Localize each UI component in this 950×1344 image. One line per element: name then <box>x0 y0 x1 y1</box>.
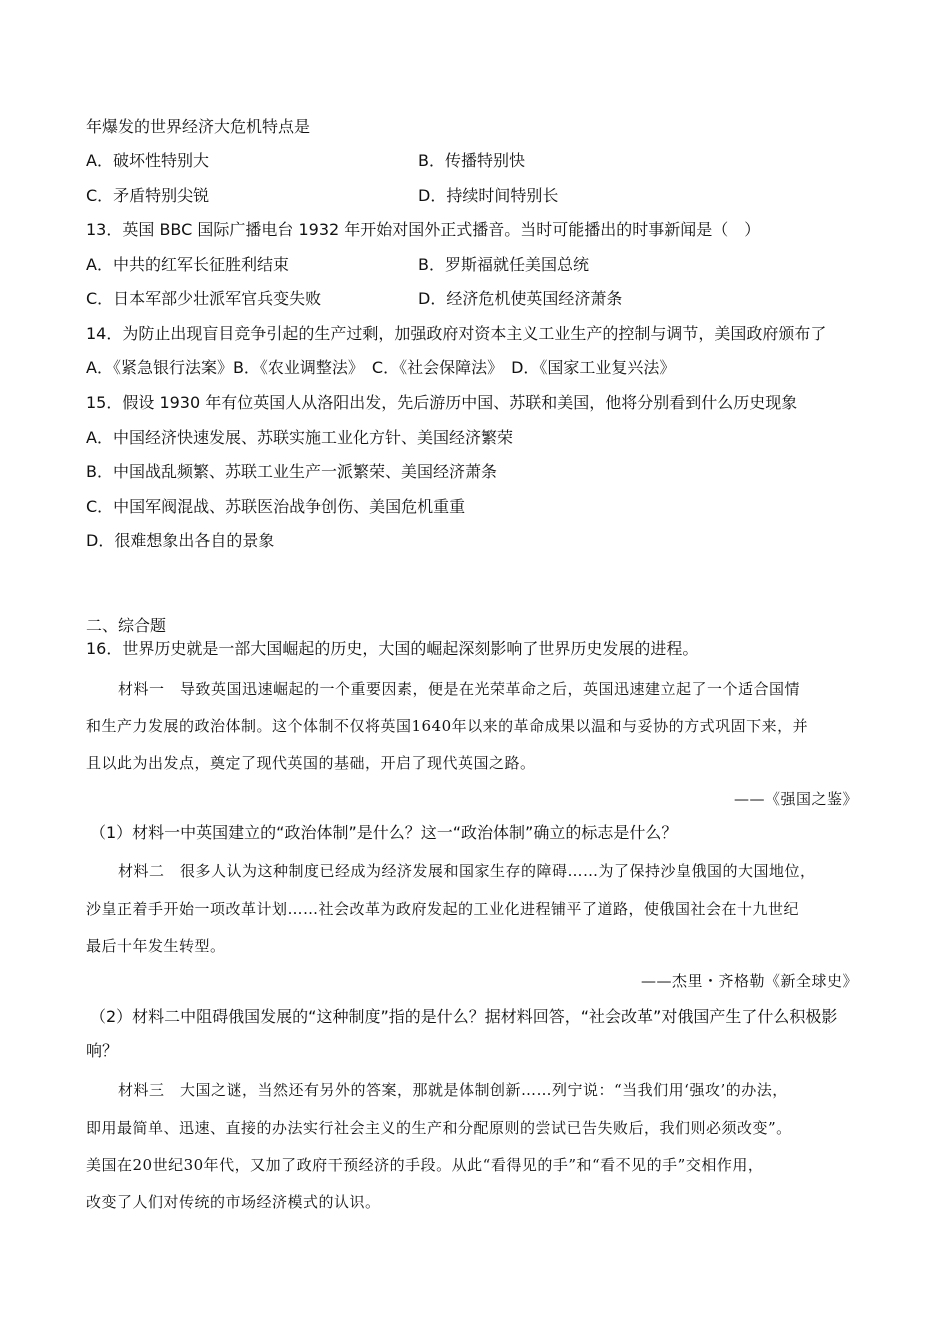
q12-option-c: C．矛盾特别尖锐 <box>86 186 210 205</box>
q13-option-b: B．罗斯福就任美国总统 <box>418 255 589 274</box>
material2-line2: 沙皇正着手开始一项改革计划……社会改革为政府发起的工业化进程铺平了道路，使俄国社会在十九世纪 <box>86 900 800 918</box>
q15-option-a: A．中国经济快速发展、苏联实施工业化方针、美国经济繁荣 <box>86 428 513 447</box>
q15-option-b: B．中国战乱频繁、苏联工业生产一派繁荣、美国经济萧条 <box>86 462 497 481</box>
question-1: （1）材料一中英国建立的“政治体制”是什么？这一“政治体制”确立的标志是什么？ <box>90 823 678 842</box>
q15-stem: 15．假设 1930 年有位英国人从洛阳出发，先后游历中国、苏联和美国，他将分别看到什么历史现象 <box>86 393 798 412</box>
q13-stem: 13．英国 BBC 国际广播电台 1932 年开始对国外正式播音。当时可能播出的时事新闻是（ ） <box>86 220 761 239</box>
material2-line1: 材料二 很多人认为这种制度已经成为经济发展和国家生存的障碍……为了保持沙皇俄国的大国地位， <box>118 862 816 880</box>
q13-option-a: A．中共的红军长征胜利结束 <box>86 255 289 274</box>
material1-line1: 材料一 导致英国迅速崛起的一个重要因素，便是在光荣革命之后，英国迅速建立起了一个适合国情 <box>118 680 801 698</box>
material3-line4: 改变了人们对传统的市场经济模式的认识。 <box>86 1193 381 1211</box>
material3-line3: 美国在20世纪30年代，又加了政府干预经济的手段。从此“看得见的手”和“看不见的手”交相作用， <box>86 1156 764 1174</box>
material2-source: ——杰里・齐格勒《新全球史》 <box>640 972 858 990</box>
q14-stem: 14．为防止出现盲目竞争引起的生产过剩，加强政府对资本主义工业生产的控制与调节，美国政府颁布了 <box>86 324 827 343</box>
q15-option-d: D．很难想象出各自的景象 <box>86 531 275 550</box>
material1-line2: 和生产力发展的政治体制。这个体制不仅将英国1640年以来的革命成果以温和与妥协的方式巩固下来，并 <box>86 717 809 735</box>
q15-option-c: C．中国军阀混战、苏联医治战争创伤、美国危机重重 <box>86 497 466 516</box>
question-2-line2: 响？ <box>86 1041 119 1060</box>
q12-option-b: B．传播特别快 <box>418 151 525 170</box>
section-heading: 二、综合题 <box>86 616 167 635</box>
q13-option-c: C．日本军部少壮派军官兵变失败 <box>86 289 322 308</box>
q13-option-d: D．经济危机使英国经济萧条 <box>418 289 623 308</box>
question-2-line1: （2）材料二中阻碍俄国发展的“这种制度”指的是什么？据材料回答，“社会改革”对俄国产生了什么积极影 <box>90 1007 838 1026</box>
material1-source: ——《强国之鉴》 <box>733 790 858 808</box>
material3-line2: 即用最简单、迅速、直接的办法实行社会主义的生产和分配原则的尝试已告失败后，我们则必须改变”。 <box>86 1119 792 1137</box>
q12-option-d: D．持续时间特别长 <box>418 186 559 205</box>
q14-options: A．《紧急银行法案》B．《农业调整法》 C．《社会保障法》 D．《国家工业复兴法》 <box>86 358 676 377</box>
q16-stem: 16．世界历史就是一部大国崛起的历史，大国的崛起深刻影响了世界历史发展的进程。 <box>86 639 699 658</box>
material3-line1: 材料三 大国之谜，当然还有另外的答案，那就是体制创新……列宁说：“当我们用‘强攻’的办法， <box>118 1081 788 1099</box>
q12-stem: 年爆发的世界经济大危机特点是 <box>86 117 311 136</box>
material2-line3: 最后十年发生转型。 <box>86 937 226 955</box>
q12-option-a: A．破坏性特别大 <box>86 151 209 170</box>
material1-line3: 且以此为出发点，奠定了现代英国的基础，开启了现代英国之路。 <box>86 754 536 772</box>
